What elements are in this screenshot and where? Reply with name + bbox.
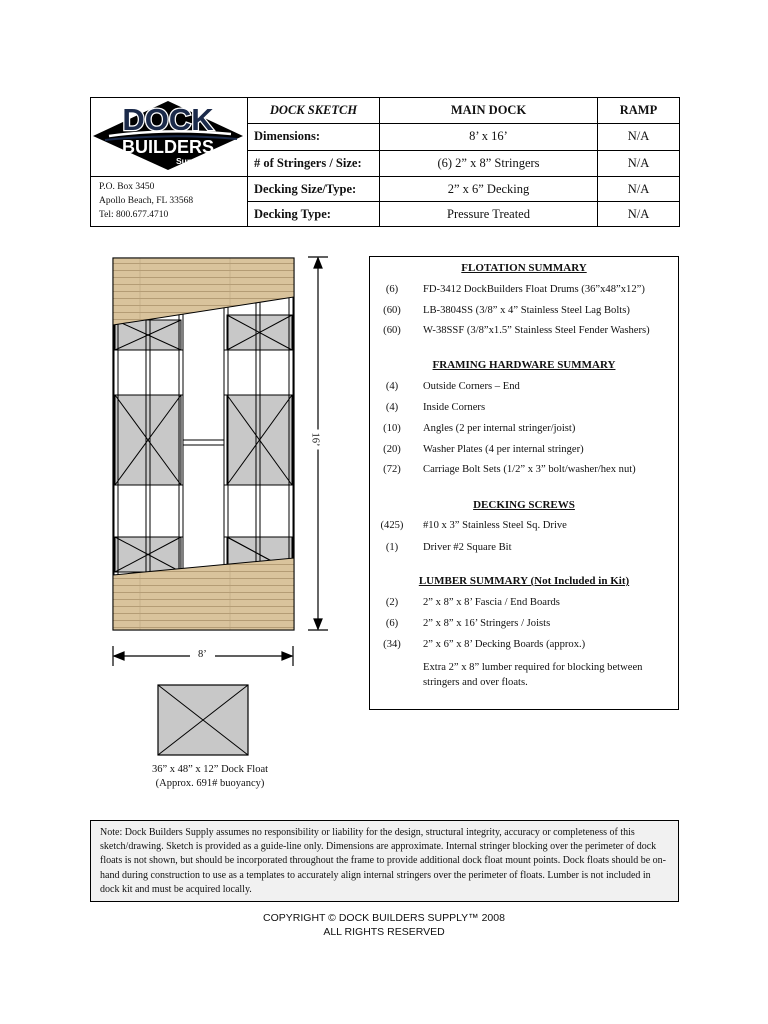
item-desc: Washer Plates (4 per internal stringer) <box>423 444 584 455</box>
copyright-line: COPYRIGHT © DOCK BUILDERS SUPPLY™ 2008 <box>263 912 505 924</box>
item-desc: 2” x 8” x 16’ Stringers / Joists <box>423 618 551 629</box>
float-left-mid <box>115 395 181 485</box>
copyright <box>0 911 768 939</box>
list-item <box>370 284 678 300</box>
disclaimer-note: Note: Dock Builders Supply assumes no responsibility or liability for the design, structural integrity, accuracy or completeness of this sketch/drawing. Sketch is provided as a guide-line only. Dimensions are approximate. Internal stringer blocking over the perimeter of dock floats is not shown, but should be incorporated throughout the frame to provide additional dock float mount points. Dock floats should be on-hand during construction to use as a templates to accurately align internal stringers over the perimeter of floats. Lumber is not included in dock kit and must be acquired locally. <box>90 820 679 902</box>
framing-summary-title: FRAMING HARDWARE SUMMARY <box>432 359 616 371</box>
item-desc: Inside Corners <box>423 402 486 413</box>
dock-builders-logo <box>91 98 246 172</box>
list-item <box>370 305 678 321</box>
address-block <box>91 177 248 227</box>
col-header-main-dock: MAIN DOCK <box>380 98 598 124</box>
ramp-decking-size-value: N/A <box>598 177 680 202</box>
lumber-summary-title: LUMBER SUMMARY (Not Included in Kit) <box>418 575 630 587</box>
item-desc: Carriage Bolt Sets (1/2” x 3” bolt/washer/hex nut) <box>423 464 636 475</box>
main-decking-type-value: Pressure Treated <box>380 202 598 227</box>
list-item <box>370 618 678 634</box>
row-label-decking-type: Decking Type: <box>248 202 380 227</box>
item-qty: (4) <box>385 402 399 413</box>
logo-text-dock: DOCK <box>122 102 214 137</box>
item-qty: (425) <box>380 520 404 531</box>
address-city: Apollo Beach, FL 33568 <box>99 196 194 206</box>
list-item <box>370 597 678 613</box>
item-desc: LB-3804SS (3/8” x 4” Stainless Steel Lag Bolts) <box>423 305 630 316</box>
logo-text-supply: Supply. <box>175 156 207 166</box>
list-item <box>370 444 678 460</box>
item-desc: FD-3412 DockBuilders Float Drums (36”x48”x12”) <box>423 284 645 295</box>
float-caption-size: 36” x 48” x 12” Dock Float <box>151 764 269 775</box>
dock-sketch <box>100 250 340 670</box>
float-left-top <box>115 320 181 350</box>
item-desc: 2” x 8” x 8’ Fascia / End Boards <box>423 597 560 608</box>
rights-reserved-line: ALL RIGHTS RESERVED <box>323 926 445 938</box>
list-item <box>370 660 678 692</box>
list-item <box>370 520 678 536</box>
flotation-summary-title: FLOTATION SUMMARY <box>461 262 587 274</box>
materials-summary <box>369 256 679 710</box>
ramp-decking-type-value: N/A <box>598 202 680 227</box>
ramp-stringers-value: N/A <box>598 150 680 176</box>
item-qty: (20) <box>383 444 401 455</box>
item-qty: (60) <box>383 325 401 336</box>
ramp-dimensions-value: N/A <box>598 124 680 150</box>
main-decking-size-value: 2” x 6” Decking <box>380 177 598 202</box>
width-label: 8’ <box>190 649 215 660</box>
address-po-box: P.O. Box 3450 <box>99 182 155 192</box>
main-dimensions-value: 8’ x 16’ <box>380 124 598 150</box>
length-label: 16’ <box>308 430 323 450</box>
item-desc: 2” x 6” x 8’ Decking Boards (approx.) <box>423 639 586 650</box>
row-label-decking-size: Decking Size/Type: <box>248 177 380 202</box>
item-desc: Outside Corners – End <box>423 381 520 392</box>
float-caption <box>110 763 310 791</box>
list-item <box>370 381 678 397</box>
logo-cell <box>91 98 248 177</box>
item-qty: (1) <box>385 542 399 553</box>
item-qty: (72) <box>383 464 401 475</box>
address-phone: Tel: 800.677.4710 <box>99 210 169 220</box>
float-legend <box>157 684 250 756</box>
list-item <box>370 639 678 655</box>
item-qty: (2) <box>385 597 399 608</box>
item-qty: (60) <box>383 305 401 316</box>
list-item <box>370 542 678 558</box>
row-label-dimensions: Dimensions: <box>248 124 380 150</box>
item-qty: (10) <box>383 423 401 434</box>
spec-table <box>90 97 680 227</box>
item-desc: W-38SSF (3/8”x1.5” Stainless Steel Fender Washers) <box>423 325 650 336</box>
float-left-bottom <box>115 537 181 572</box>
list-item <box>370 402 678 418</box>
item-qty: (6) <box>385 284 399 295</box>
item-desc: Driver #2 Square Bit <box>423 542 512 553</box>
decking-screws-title: DECKING SCREWS <box>473 499 575 511</box>
item-desc: Angles (2 per internal stringer/joist) <box>423 423 576 434</box>
main-stringers-value: (6) 2” x 8” Stringers <box>380 150 598 176</box>
row-label-stringers: # of Stringers / Size: <box>248 150 380 176</box>
list-item <box>370 464 678 480</box>
col-header-ramp: RAMP <box>598 98 680 124</box>
float-caption-buoyancy: (Approx. 691# buoyancy) <box>155 778 265 789</box>
item-qty: (6) <box>385 618 399 629</box>
col-header-dock-sketch: DOCK SKETCH <box>248 98 380 124</box>
item-qty: (4) <box>385 381 399 392</box>
logo-text-builders: BUILDERS <box>121 137 215 157</box>
item-qty: (34) <box>383 639 401 650</box>
list-item <box>370 325 678 341</box>
list-item <box>370 423 678 439</box>
lumber-extra-note: Extra 2” x 8” lumber required for blocking between stringers and over floats. <box>423 662 643 688</box>
item-desc: #10 x 3” Stainless Steel Sq. Drive <box>423 520 567 531</box>
